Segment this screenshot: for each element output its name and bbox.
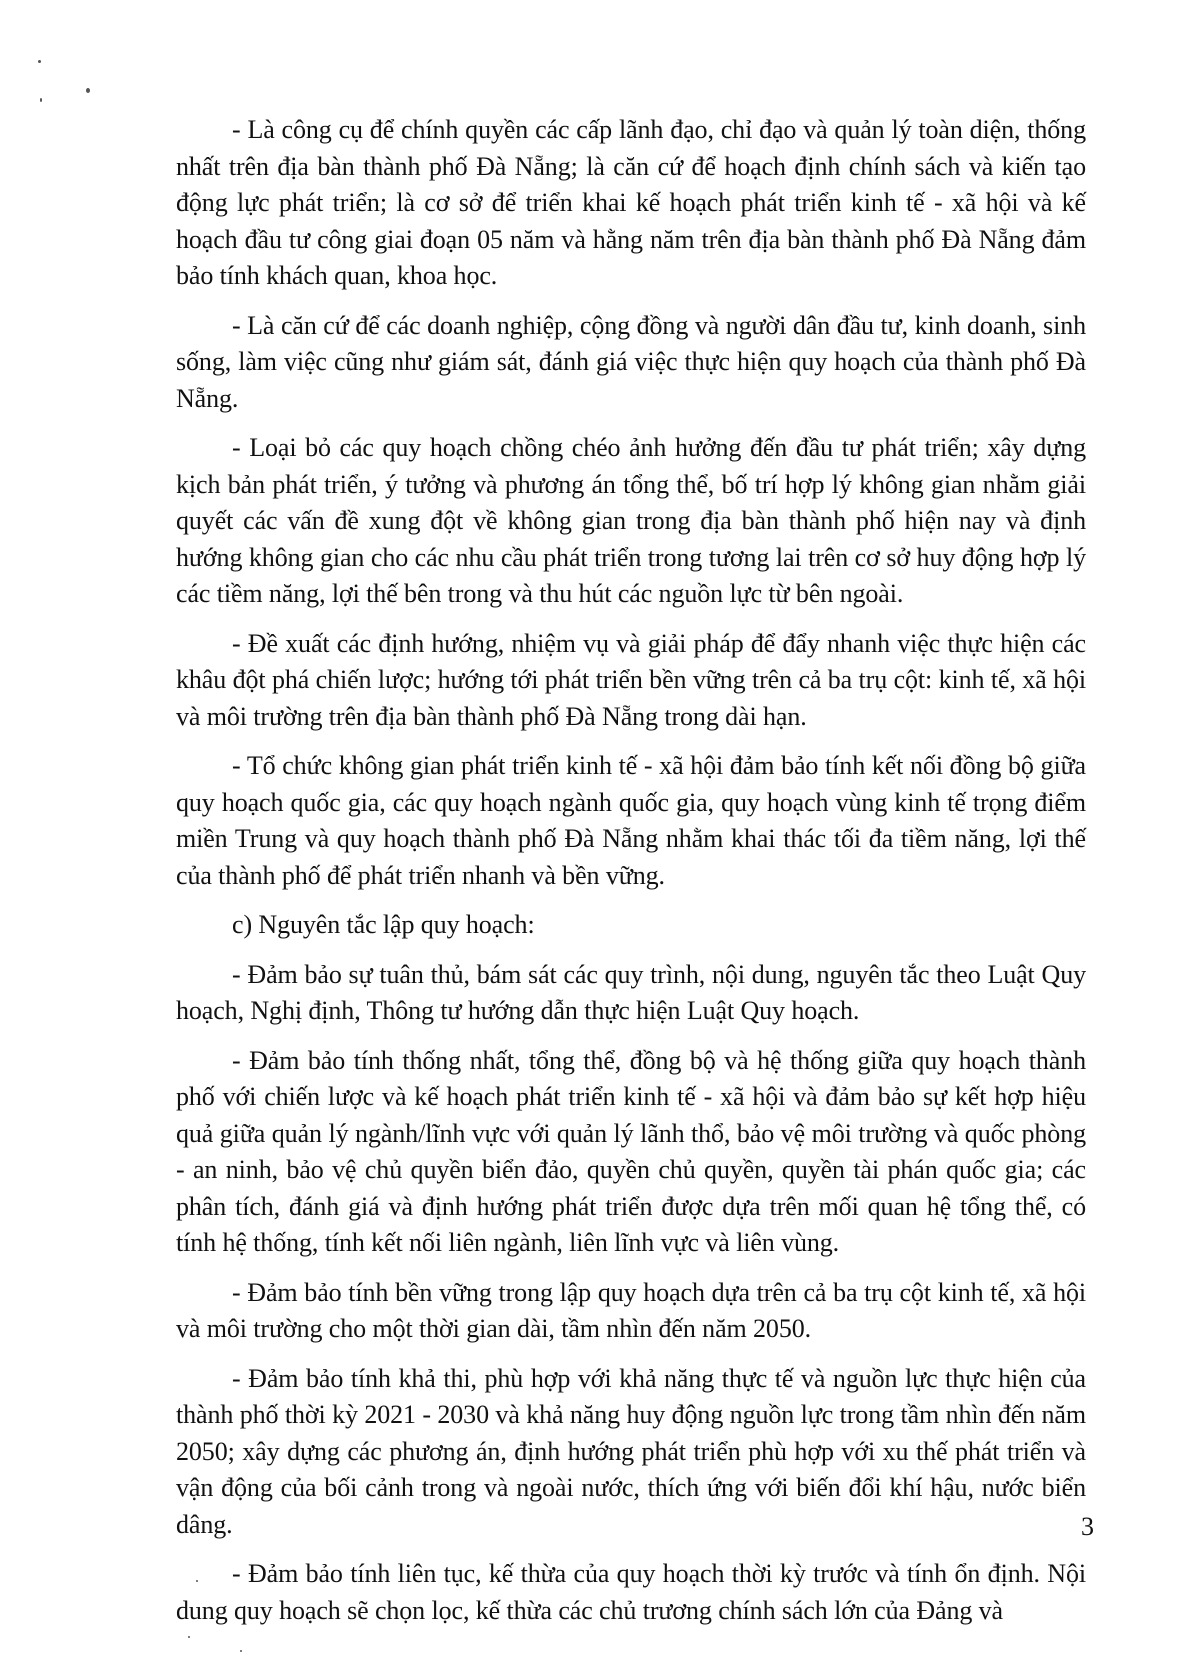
paragraph-principle-consistency: - Đảm bảo tính thống nhất, tổng thể, đồng bộ và hệ thống giữa quy hoạch thành phố với chiến lược và kế hoạch phát triển kinh tế - xã hội và đảm bảo sự kết hợp hiệu quả giữa quản lý ngành/lĩnh vực với quản lý lãnh thổ, bảo vệ môi trường và quốc phòng - an ninh, bảo vệ chủ quyền biển đảo, quyền chủ quyền, quyền tài phán quốc gia; các phân tích, đánh giá và định hướng phát triển được dựa trên mối quan hệ tổng thể, có tính hệ thống, tính kết nối liên ngành, liên lĩnh vực và liên vùng. <box>176 1045 1086 1257</box>
paragraph-strategic-breakthroughs: - Đề xuất các định hướng, nhiệm vụ và giải pháp để đẩy nhanh việc thực hiện các khâu đột phá chiến lược; hướng tới phát triển bền vững trên cả ba trụ cột: kinh tế, xã hội và môi trường trên địa bàn thành phố Đà Nẵng trong dài hạn. <box>176 628 1086 731</box>
scan-speck <box>40 98 42 102</box>
scan-speck <box>86 88 90 93</box>
section-heading-planning-principles: c) Nguyên tắc lập quy hoạch: <box>232 910 535 939</box>
paragraph-role-government-tool: - Là công cụ để chính quyền các cấp lãnh đạo, chỉ đạo và quản lý toàn diện, thống nhất trên địa bàn thành phố Đà Nẵng; là căn cứ để hoạch định chính sách và kiến tạo động lực phát triển; là cơ sở để triển khai kế hoạch phát triển kinh tế - xã hội và kế hoạch đầu tư công giai đoạn 05 năm và hằng năm trên địa bàn thành phố Đà Nẵng đảm bảo tính khách quan, khoa học. <box>176 115 1086 290</box>
paragraph-principle-sustainability: - Đảm bảo tính bền vững trong lập quy hoạch dựa trên cả ba trụ cột kinh tế, xã hội và môi trường cho một thời gian dài, tầm nhìn đến năm 2050. <box>176 1277 1086 1343</box>
paragraph-principle-feasibility: - Đảm bảo tính khả thi, phù hợp với khả năng thực tế và nguồn lực thực hiện của thành phố thời kỳ 2021 - 2030 và khả năng huy động nguồn lực trong tầm nhìn đến năm 2050; xây dựng các phương án, định hướng phát triển phù hợp với xu thế phát triển và vận động của bối cảnh trong và ngoài nước, thích ứng với biến đổi khí hậu, nước biển dâng. <box>176 1363 1086 1539</box>
paragraph-remove-overlapping-plans: - Loại bỏ các quy hoạch chồng chéo ảnh hưởng đến đầu tư phát triển; xây dựng kịch bản phát triển, ý tưởng và phương án tổng thể, bố trí hợp lý không gian nhằm giải quyết các vấn đề xung đột về không gian trong địa bàn thành phố hiện nay và định hướng không gian cho các nhu cầu phát triển trong tương lai trên cơ sở huy động hợp lý các tiềm năng, lợi thế bên trong và thu hút các nguồn lực từ bên ngoài. <box>176 433 1086 608</box>
scan-speck <box>240 1650 242 1652</box>
paragraph-principle-compliance: - Đảm bảo sự tuân thủ, bám sát các quy trình, nội dung, nguyên tắc theo Luật Quy hoạch, Nghị định, Thông tư hướng dẫn thực hiện Luật Quy hoạch. <box>176 959 1086 1025</box>
paragraph-principle-continuity: - Đảm bảo tính liên tục, kế thừa của quy hoạch thời kỳ trước và tính ổn định. Nội dung quy hoạch sẽ chọn lọc, kế thừa các chủ trương chính sách lớn của Đảng và <box>176 1559 1086 1625</box>
scan-speck <box>38 60 41 63</box>
document-body <box>176 112 1086 1642</box>
paragraph-spatial-organization: - Tổ chức không gian phát triển kinh tế - xã hội đảm bảo tính kết nối đồng bộ giữa quy hoạch quốc gia, các quy hoạch ngành quốc gia, quy hoạch vùng kinh tế trọng điểm miền Trung và quy hoạch thành phố Đà Nẵng nhằm khai thác tối đa tiềm năng, lợi thế của thành phố để phát triển nhanh và bền vững. <box>176 751 1086 890</box>
page-number: 3 <box>1081 1512 1094 1541</box>
paragraph-role-investment-basis: - Là căn cứ để các doanh nghiệp, cộng đồng và người dân đầu tư, kinh doanh, sinh sống, làm việc cũng như giám sát, đánh giá việc thực hiện quy hoạch của thành phố Đà Nẵng. <box>176 310 1086 413</box>
